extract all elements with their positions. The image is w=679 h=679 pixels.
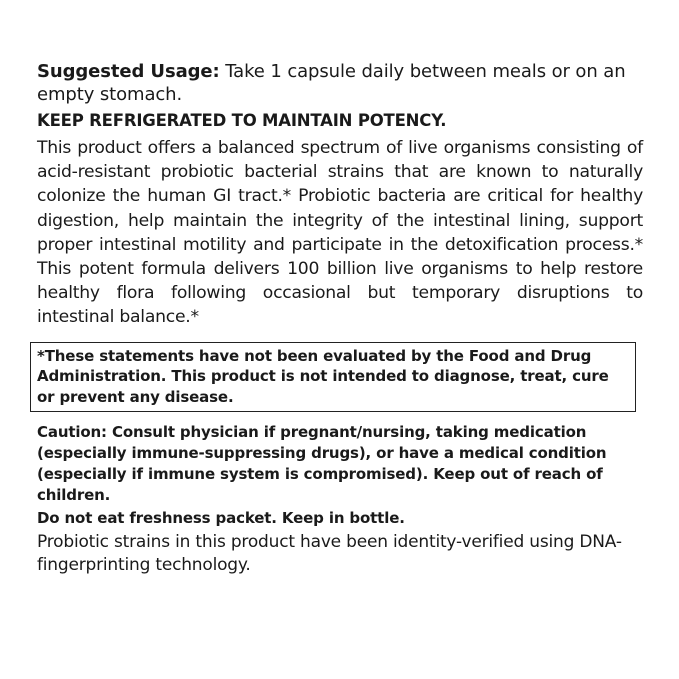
strain-verification-note: Probiotic strains in this product have been identity-verified using DNA-fingerprinting technology. (37, 532, 622, 575)
freshness-packet-warning: Do not eat freshness packet. Keep in bottle. (37, 509, 405, 528)
suggested-usage (37, 60, 643, 106)
fda-disclaimer-text: *These statements have not been evaluated by the Food and Drug Administration. This product is not intended to diagnose, treat, cure or prevent any disease. (37, 346, 609, 406)
caution-warning: Caution: Consult physician if pregnant/nursing, taking medication (especially immune-suppressing drugs), or have a medical condition (especially if immune system is compromised). Keep out of reach of children. (37, 423, 607, 504)
suggested-usage-text: Take 1 capsule daily between meals or on an empty stomach. (37, 61, 626, 105)
fda-disclaimer-box (30, 342, 636, 413)
supplement-label-text (37, 60, 643, 576)
refrigeration-notice: KEEP REFRIGERATED TO MAINTAIN POTENCY. (37, 111, 447, 130)
suggested-usage-heading: Suggested Usage: (37, 61, 220, 82)
product-description: This product offers a balanced spectrum of live organisms consisting of acid-resistant probiotic bacterial strains that are known to naturally colonize the human GI tract.* Probiotic bacteria are critical for healthy digestion, help maintain the integrity of the intestinal lining, support proper intestinal motility and participate in the detoxification process.* This potent formula delivers 100 billion live organisms to help restore healthy flora following occasional but temporary disruptions to intestinal balance.* (37, 138, 643, 328)
